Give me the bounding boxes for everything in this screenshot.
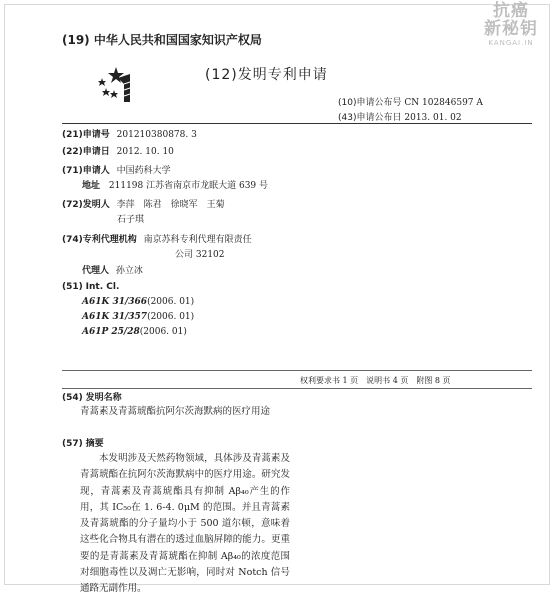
sipo-emblem-icon xyxy=(94,64,134,104)
class-entry xyxy=(82,327,187,337)
patent-agency xyxy=(62,232,252,245)
invention-name-header xyxy=(62,390,122,403)
inventors-line1: 李萍 陈君 徐晓军 王菊 xyxy=(116,200,225,210)
class-entry xyxy=(82,312,194,322)
class-version: (2006. 01) xyxy=(147,312,195,322)
publication-number xyxy=(338,95,483,108)
document-type xyxy=(205,64,328,84)
int-cl xyxy=(62,282,119,292)
address xyxy=(82,178,268,191)
application-number xyxy=(62,127,197,140)
watermark-line2: 新秘钥 xyxy=(484,19,538,39)
pub-date-value: 2013. 01. 02 xyxy=(404,113,462,123)
class-code: A61K 31/357 xyxy=(82,312,148,322)
address-value: 211198 江苏省南京市龙眠大道 639 号 xyxy=(108,181,269,191)
abstract-header xyxy=(62,436,104,449)
pub-num-value: CN 102846597 A xyxy=(404,98,483,108)
applicant-code: (71) xyxy=(62,166,83,176)
intcl-label: Int. Cl. xyxy=(85,282,120,292)
agency-line1: 南京苏科专利代理有限责任 xyxy=(143,235,252,245)
applicant-value: 中国药科大学 xyxy=(116,166,171,176)
class-version: (2006. 01) xyxy=(139,327,187,337)
app-date-label: 申请日 xyxy=(82,147,110,157)
agency-code: (74) xyxy=(62,235,83,245)
inventors xyxy=(62,197,225,210)
app-date-value: 2012. 10. 10 xyxy=(116,147,174,157)
pub-date-code: (43) xyxy=(338,113,357,123)
office-header xyxy=(62,31,262,48)
app-no-value: 201210380878. 3 xyxy=(116,130,197,140)
agency-line2: 公司 32102 xyxy=(175,250,225,260)
publication-date xyxy=(338,110,462,123)
class-code: A61K 31/366 xyxy=(82,297,148,307)
office-code: (19) xyxy=(62,33,90,47)
app-date-code: (22) xyxy=(62,147,83,157)
summary-divider-bottom xyxy=(62,388,532,389)
agent-label: 代理人 xyxy=(82,266,110,276)
watermark-domain: KANGAI.IN xyxy=(488,39,534,47)
pub-num-code: (10) xyxy=(338,98,357,108)
summary-divider-top xyxy=(62,370,532,371)
doc-type-code: (12) xyxy=(205,67,238,83)
applicant-label: 申请人 xyxy=(82,166,110,176)
invention-name-code: (54) xyxy=(62,393,83,403)
applicant xyxy=(62,163,171,176)
intcl-code: (51) xyxy=(62,282,83,292)
invention-title: 青蒿素及青蒿琥酯抗阿尔茨海默病的医疗用途 xyxy=(80,406,271,417)
doc-type-title: 发明专利申请 xyxy=(237,67,328,83)
inventors-label: 发明人 xyxy=(82,200,110,210)
header-divider xyxy=(62,123,532,124)
invention-name-label: 发明名称 xyxy=(85,393,122,403)
class-version: (2006. 01) xyxy=(147,297,195,307)
abstract-code: (57) xyxy=(62,439,83,449)
app-no-label: 申请号 xyxy=(82,130,110,140)
inventors-line2: 石子琪 xyxy=(117,215,145,225)
agent xyxy=(82,263,143,276)
app-no-code: (21) xyxy=(62,130,83,140)
watermark-logo xyxy=(476,2,546,47)
watermark-line1: 抗癌 xyxy=(493,1,529,21)
agent-value: 孙立冰 xyxy=(115,266,143,276)
address-label: 地址 xyxy=(82,181,101,191)
agency-label: 专利代理机构 xyxy=(82,235,137,245)
claims-summary: 权利要求书 1 页 说明书 4 页 附图 8 页 xyxy=(300,376,451,385)
pub-num-label: 申请公布号 xyxy=(356,98,402,108)
application-date xyxy=(62,144,174,157)
class-entry xyxy=(82,297,194,307)
inventors-code: (72) xyxy=(62,200,83,210)
pub-date-label: 申请公布日 xyxy=(356,113,402,123)
abstract-label: 摘要 xyxy=(85,439,104,449)
class-code: A61P 25/28 xyxy=(82,327,140,337)
abstract-text: 本发明涉及天然药物领域，具体涉及青蒿素及青蒿琥酯在抗阿尔茨海默病中的医疗用途。研究发现，青蒿素及青蒿琥酯具有抑制 Aβ₄₀产生的作用，其 IC₅₀在 1. 6-4. 0μM 的范围。并且青蒿素及青蒿琥酯的分子量均小于 500 道尔顿，意味着这些化合物具有潜在的透过血脑屏障的能力。更重要的是青蒿素及青蒿琥酯在抑制 Aβ₄₀的浓度范围对细胞毒性以及凋亡无影响，同时对 Notch 信号通路无副作用。 xyxy=(80,453,290,595)
office-name: 中华人民共和国国家知识产权局 xyxy=(93,33,262,47)
